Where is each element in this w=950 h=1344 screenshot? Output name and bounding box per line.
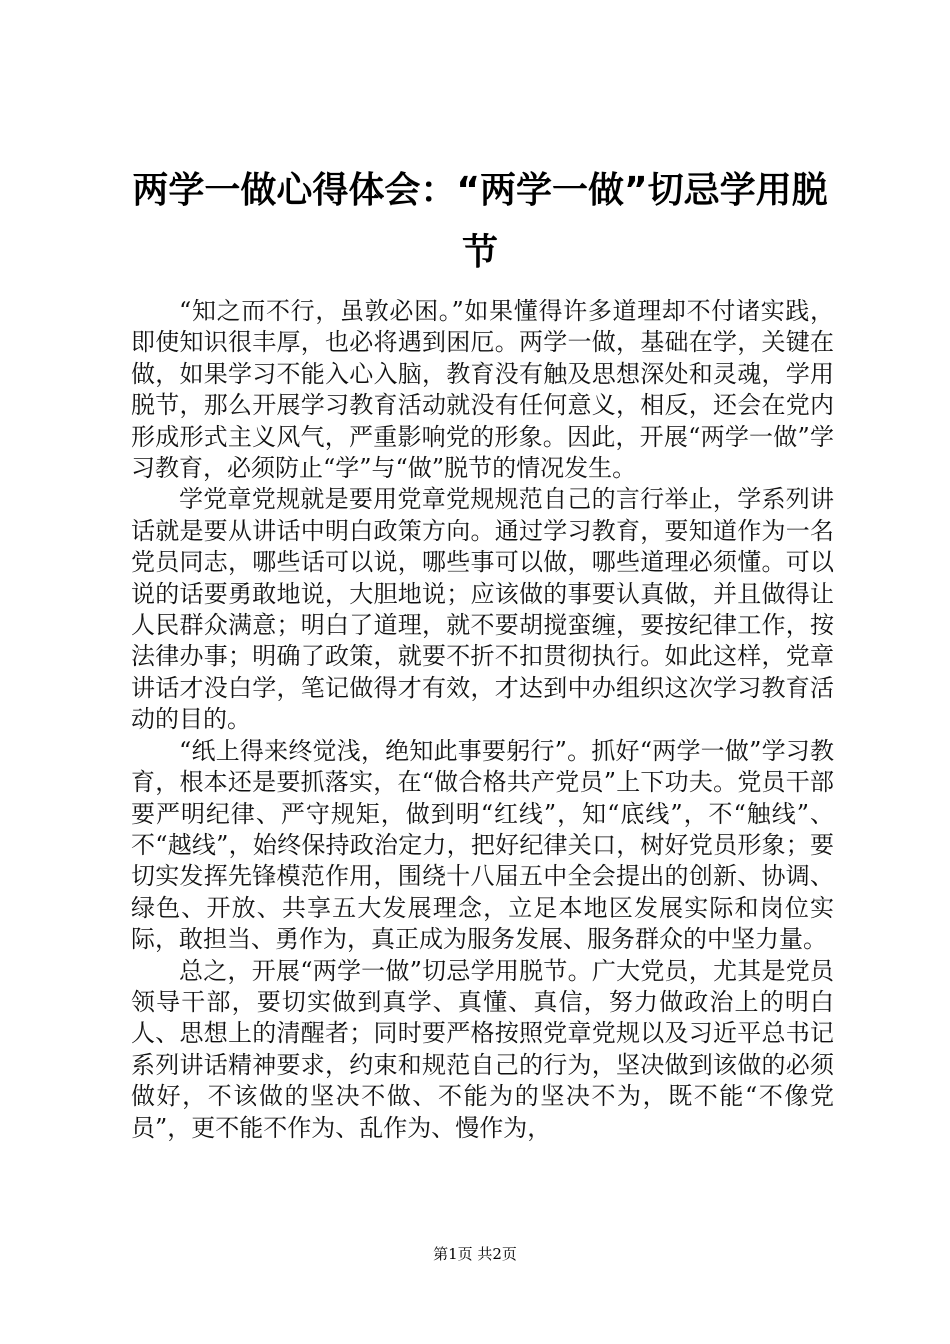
document-title: 两学一做心得体会：“两学一做”切忌学用脱节 [132, 170, 828, 273]
document-body [131, 296, 834, 1144]
paragraph: 学党章党规就是要用党章党规规范自己的言行举止，学系列讲话就是要从讲话中明白政策方向。通过学习教育，要知道作为一名党员同志，哪些话可以说，哪些事可以做，哪些道理必须懂。可以说的话要勇敢地说，大胆地说；应该做的事要认真做，并且做得让人民群众满意；明白了道理，就不要胡搅蛮缠，要按纪律工作，按法律办事；明确了政策，就要不折不扣贯彻执行。如此这样，党章讲话才没白学，笔记做得才有效，才达到中办组织这次学习教育活动的目的。 [131, 485, 834, 734]
page-footer: 第1页 共2页 [433, 1245, 517, 1263]
paragraph: 总之，开展“两学一做”切忌学用脱节。广大党员，尤其是党员领导干部，要切实做到真学、真懂、真信，努力做政治上的明白人、思想上的清醒者；同时要严格按照党章党规以及习近平总书记系列讲话精神要求，约束和规范自己的行为，坚决做到该做的必须做好，不该做的坚决不做、不能为的坚决不为，既不能“不像党员”，更不能不作为、乱作为、慢作为， [131, 956, 834, 1142]
paragraph: “知之而不行，虽敦必困。”如果懂得许多道理却不付诸实践，即使知识很丰厚，也必将遇到困厄。两学一做，基础在学，关键在做，如果学习不能入心入脑，教育没有触及思想深处和灵魂，学用脱节，那么开展学习教育活动就没有任何意义，相反，还会在党内形成形式主义风气，严重影响党的形象。因此，开展“两学一做”学习教育，必须防止“学”与“做”脱节的情况发生。 [131, 297, 834, 483]
paragraph: “纸上得来终觉浅，绝知此事要躬行”。抓好“两学一做”学习教育，根本还是要抓落实，在“做合格共产党员”上下功夫。党员干部要严明纪律、严守规矩，做到明“红线”，知“底线”，不“触线”、不“越线”，始终保持政治定力，把好纪律关口，树好党员形象；要切实发挥先锋模范作用，围绕十八届五中全会提出的创新、协调、绿色、开放、共享五大发展理念，立足本地区发展实际和岗位实际，敢担当、勇作为，真正成为服务发展、服务群众的中坚力量。 [131, 736, 834, 954]
